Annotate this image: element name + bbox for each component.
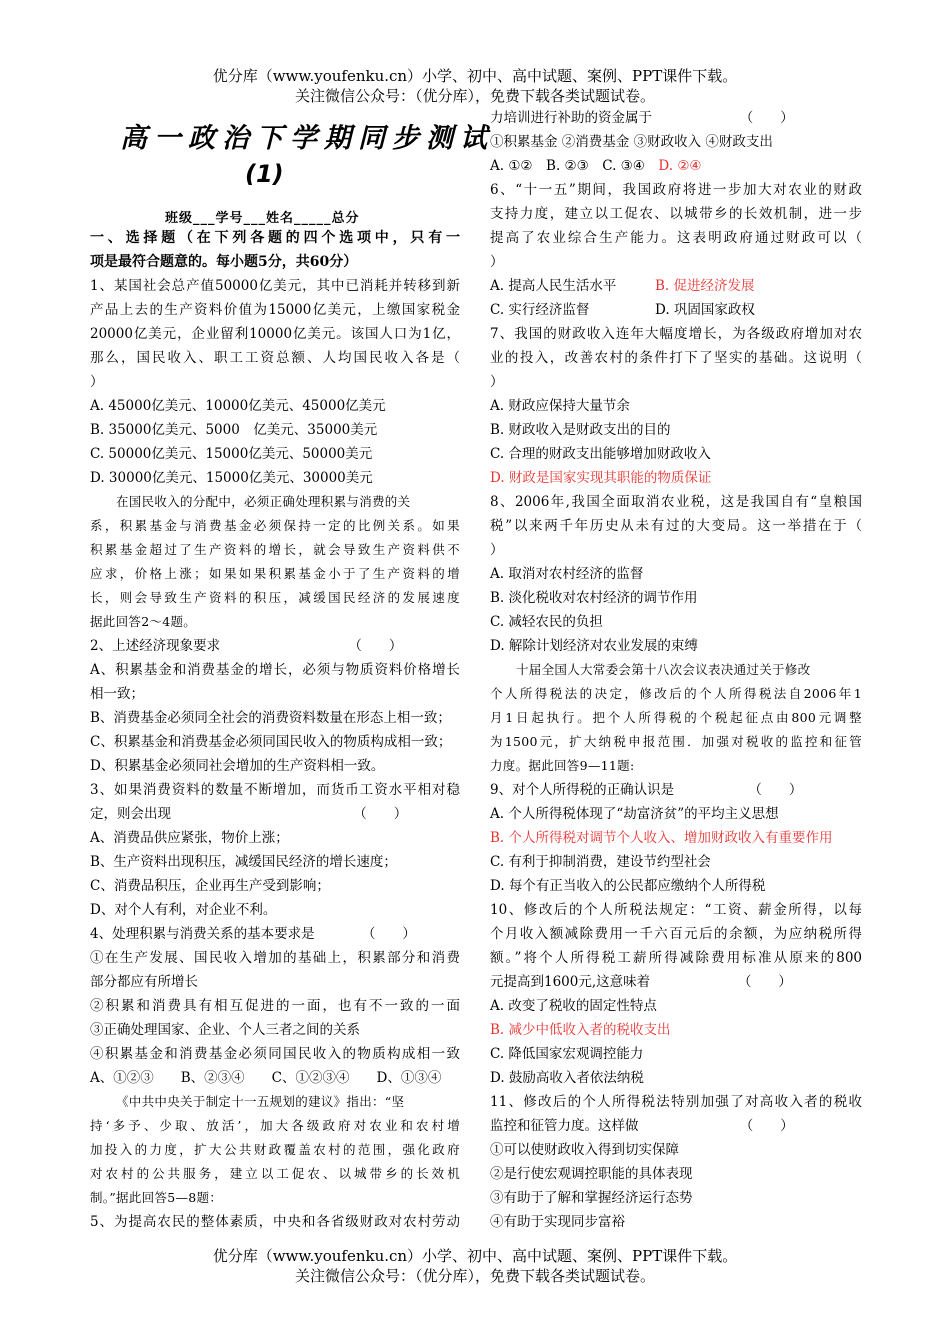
q5-items: ①积累基金 ②消费基金 ③财政收入 ④财政支出 (490, 134, 773, 150)
q7-answer-d: D. 财政是国家实现其职能的物质保证 (490, 470, 712, 486)
q11-stem: 11、修改后的个人所得税法特别加强了对高收入者的税收 (490, 1094, 862, 1110)
q10-stem: 元提高到1600元,这意味着 （ ） (490, 974, 792, 990)
q2-option-d: D、积累基金必须同社会增加的生产资料相一致。 (90, 758, 385, 774)
q5-options (490, 157, 862, 175)
passage-line: 制。”据此回答5—8题： (90, 1190, 223, 1205)
q8-stem: 8、2006年,我国全面取消农业税，这是我国自有“皇粮国 (490, 494, 862, 510)
q7-stem: 业的投入，改善农村的条件打下了坚实的基础。这说明（ (490, 350, 862, 366)
q9-option-d: D. 每个有正当收入的公民都应缴纳个人所得税 (490, 878, 766, 894)
q11-item-2: ②是行使宏观调控职能的具体表现 (490, 1166, 693, 1182)
q2-option-a: A、积累基金和消费基金的增长，必须与物质资料价格增长 (90, 662, 460, 678)
q5-stem-cont: 力培训进行补助的资金属于 （ ） (490, 110, 794, 126)
q5-options-abc: A. ①② B. ②③ C. ③④ (490, 158, 659, 174)
q8-option-d: D. 解除计划经济对农业发展的束缚 (490, 638, 698, 654)
q6-option-a: A. 提高人民生活水平 (490, 278, 617, 294)
q5-answer-d: D. ②④ (658, 158, 702, 174)
q7-stem: ） (490, 374, 504, 390)
q4-item-1-cont: 部分都应有所增长 (90, 974, 198, 990)
q8-stem: ） (490, 542, 504, 558)
q11-item-3: ③有助于了解和掌握经济运行态势 (490, 1190, 693, 1206)
passage-line: 力度。据此回答9—11题: (490, 758, 635, 773)
passage-line: 系，积累基金与消费基金必须保持一定的比例关系。如果 (90, 518, 460, 533)
q10-answer-b: B. 减少中低收入者的税收支出 (490, 1022, 671, 1038)
q10-stem: 个月收入额减除费用一千六百元后的余额，为应纳税所得 (490, 926, 862, 942)
q4-item-4: ④积累基金和消费基金必须同国民收入的物质构成相一致 (90, 1046, 460, 1062)
section-heading: 一、选择题（在下列各题的四个选项中，只有一 (90, 230, 460, 246)
q3-stem: 3、如果消费资料的数量不断增加，而货币工资水平相对稳 (90, 782, 460, 798)
passage-line: 《中共中央关于制定十一五规划的建议》指出：“坚 (116, 1094, 405, 1109)
q11-item-4: ④有助于实现同步富裕 (490, 1214, 625, 1230)
q6-option-c: C. 实行经济监督 (490, 302, 590, 318)
page-header-line2: 关注微信公众号：（优分库），免费下载各类试题试卷。 (294, 87, 655, 105)
q7-option-c: C. 合理的财政支出能够增加财政收入 (490, 446, 711, 462)
q2-option-a-cont: 相一致； (90, 686, 144, 702)
q3-option-d: D、对个人有利，对企业不利。 (90, 902, 277, 918)
q4-options: A、①②③ B、②③④ C、①②③④ D、①③④ (90, 1070, 442, 1086)
q4-item-1: ①在生产发展、国民收入增加的基础上，积累部分和消费 (90, 950, 460, 966)
page-footer-line2: 关注微信公众号：（优分库），免费下载各类试题试卷。 (294, 1267, 655, 1285)
passage-line: 长，则会导致生产资料的积压，减缓国民经济的发展速度 (90, 590, 460, 605)
q6-option-d: D. 巩固国家政权 (655, 302, 755, 318)
q1-stem: 产品上去的生产资料价值为15000亿美元，上缴国家税金 (90, 302, 460, 318)
q7-stem: 7、我国的财政收入连年大幅度增长，为各级政府增加对农 (490, 326, 862, 342)
q9-option-a: A. 个人所得税体现了“劫富济贫”的平均主义思想 (490, 806, 779, 822)
q10-stem: 10、修改后的个人所税法规定：“工资、薪金所得，以每 (490, 902, 862, 918)
passage-line: 加投入的力度，扩大公共财政覆盖农村的范围，强化政府 (90, 1142, 460, 1157)
passage-line: 月1日起执行。把个人所得税的个税起征点由800元调整 (490, 710, 862, 725)
q1-stem: 1、某国社会总产值50000亿美元，其中已消耗并转移到新 (90, 278, 460, 294)
q6-stem: 提高了农业综合生产能力。这表明政府通过财政可以（ (490, 230, 862, 246)
passage-line: 对农村的公共服务，建立以工促农、以城带乡的长效机 (90, 1166, 460, 1181)
q1-option-c: C. 50000亿美元、15000亿美元、50000美元 (90, 446, 373, 462)
q5-stem: 5、为提高农民的整体素质，中央和各省级财政对农村劳动 (90, 1214, 460, 1230)
q8-option-b: B. 淡化税收对农村经济的调节作用 (490, 590, 698, 606)
q9-stem: 9、对个人所得税的正确认识是 （ ） (490, 782, 803, 798)
q1-stem: ） (90, 374, 104, 390)
q8-option-c: C. 减轻农民的负担 (490, 614, 603, 630)
q1-option-a: A. 45000亿美元、10000亿美元、45000亿美元 (90, 398, 386, 414)
q1-stem: 那么，国民收入、职工工资总额、人均国民收入各是（ (90, 350, 460, 366)
passage-line: 十届全国人大常委会第十八次会议表决通过关于修改 (516, 662, 811, 677)
q4-item-3: ③正确处理国家、企业、个人三者之间的关系 (90, 1022, 360, 1038)
q3-option-c: C、消费品积压，企业再生产受到影响； (90, 878, 330, 894)
passage-line: 积累基金超过了生产资料的增长，就会导致生产资料供不 (90, 542, 460, 557)
page-title: 高一政治下学期同步测试 (120, 123, 494, 154)
page-footer-line1: 优分库（www.youfenku.cn）小学、初中、高中试题、案例、PPT课件下载。 (212, 1247, 738, 1265)
q3-option-b: B、生产资料出现积压，减缓国民经济的增长速度； (90, 854, 397, 870)
q8-stem: 税”以来两千年历史从未有过的大变局。这一举措在于（ (490, 518, 862, 534)
q7-option-a: A. 财政应保持大量节余 (490, 398, 630, 414)
q2-stem: 2、上述经济现象要求 （ ） (90, 638, 403, 654)
passage-line: 应求，价格上涨；如果如果积累基金小于了生产资料的增 (90, 566, 460, 581)
passage-line: 为1500元，扩大纳税申报范围．加强对税收的监控和征管 (490, 734, 862, 749)
q10-option-a: A. 改变了税收的固定性特点 (490, 998, 657, 1014)
q11-stem: 监控和征管力度。这样做 （ ） (490, 1118, 794, 1134)
q8-option-a: A. 取消对农村经济的监督 (490, 566, 644, 582)
q1-stem: 20000亿美元，企业留利10000亿美元。该国人口为1亿， (90, 326, 460, 342)
q3-option-a: A、消费品供应紧张，物价上涨； (90, 830, 289, 846)
page-header-line1: 优分库（www.youfenku.cn）小学、初中、高中试题、案例、PPT课件下载。 (212, 67, 738, 85)
passage-line: 个人所得税法的决定，修改后的个人所得税法自2006年1 (490, 686, 862, 701)
student-info-line: 班级___学号___姓名_____总分 (165, 211, 360, 226)
q9-answer-b: B. 个人所得税对调节个人收入、增加财政收入有重要作用 (490, 830, 833, 846)
passage-line: 在国民收入的分配中，必须正确处理积累与消费的关 (116, 494, 411, 509)
section-heading-cont: 项是最符合题意的。每小题5分，共60分） (90, 254, 358, 270)
q9-option-c: C. 有利于抑制消费，建设节约型社会 (490, 854, 711, 870)
q6-stem: 支持力度，建立以工促农、以城带乡的长效机制，进一步 (490, 206, 862, 222)
q10-option-d: D. 鼓励高收入者依法纳税 (490, 1070, 644, 1086)
passage-line: 据此回答2～4题。 (90, 614, 197, 629)
q7-option-b: B. 财政收入是财政支出的目的 (490, 422, 671, 438)
passage-line: 持‘多予、少取、放活’，加大各级政府对农业和农村增 (90, 1118, 460, 1133)
q6-answer-b: B. 促进经济发展 (655, 278, 755, 294)
q10-option-c: C. 降低国家宏观调控能力 (490, 1046, 644, 1062)
page-subtitle: (1) (245, 160, 284, 188)
q1-option-d: D. 30000亿美元、15000亿美元、30000美元 (90, 470, 373, 486)
q6-stem: 6、“十一五”期间，我国政府将进一步加大对农业的财政 (490, 182, 862, 198)
q2-option-b: B、消费基金必须同全社会的消费资料数量在形态上相一致； (90, 710, 451, 726)
q10-stem: 额。”将个人所得税工薪所得减除费用标准从原来的800 (490, 950, 862, 966)
q2-option-c: C、积累基金和消费基金必须同国民收入的物质构成相一致； (90, 734, 452, 750)
q11-item-1: ①可以使财政收入得到切实保障 (490, 1142, 679, 1158)
q3-stem: 定，则会出现 （ ） (90, 806, 408, 822)
q4-stem: 4、处理积累与消费关系的基本要求是 （ ） (90, 926, 416, 942)
q4-item-2: ②积累和消费具有相互促进的一面，也有不一致的一面 (90, 998, 460, 1014)
q6-stem: ） (490, 254, 504, 270)
q1-option-b: B. 35000亿美元、5000 亿美元、35000美元 (90, 422, 378, 438)
